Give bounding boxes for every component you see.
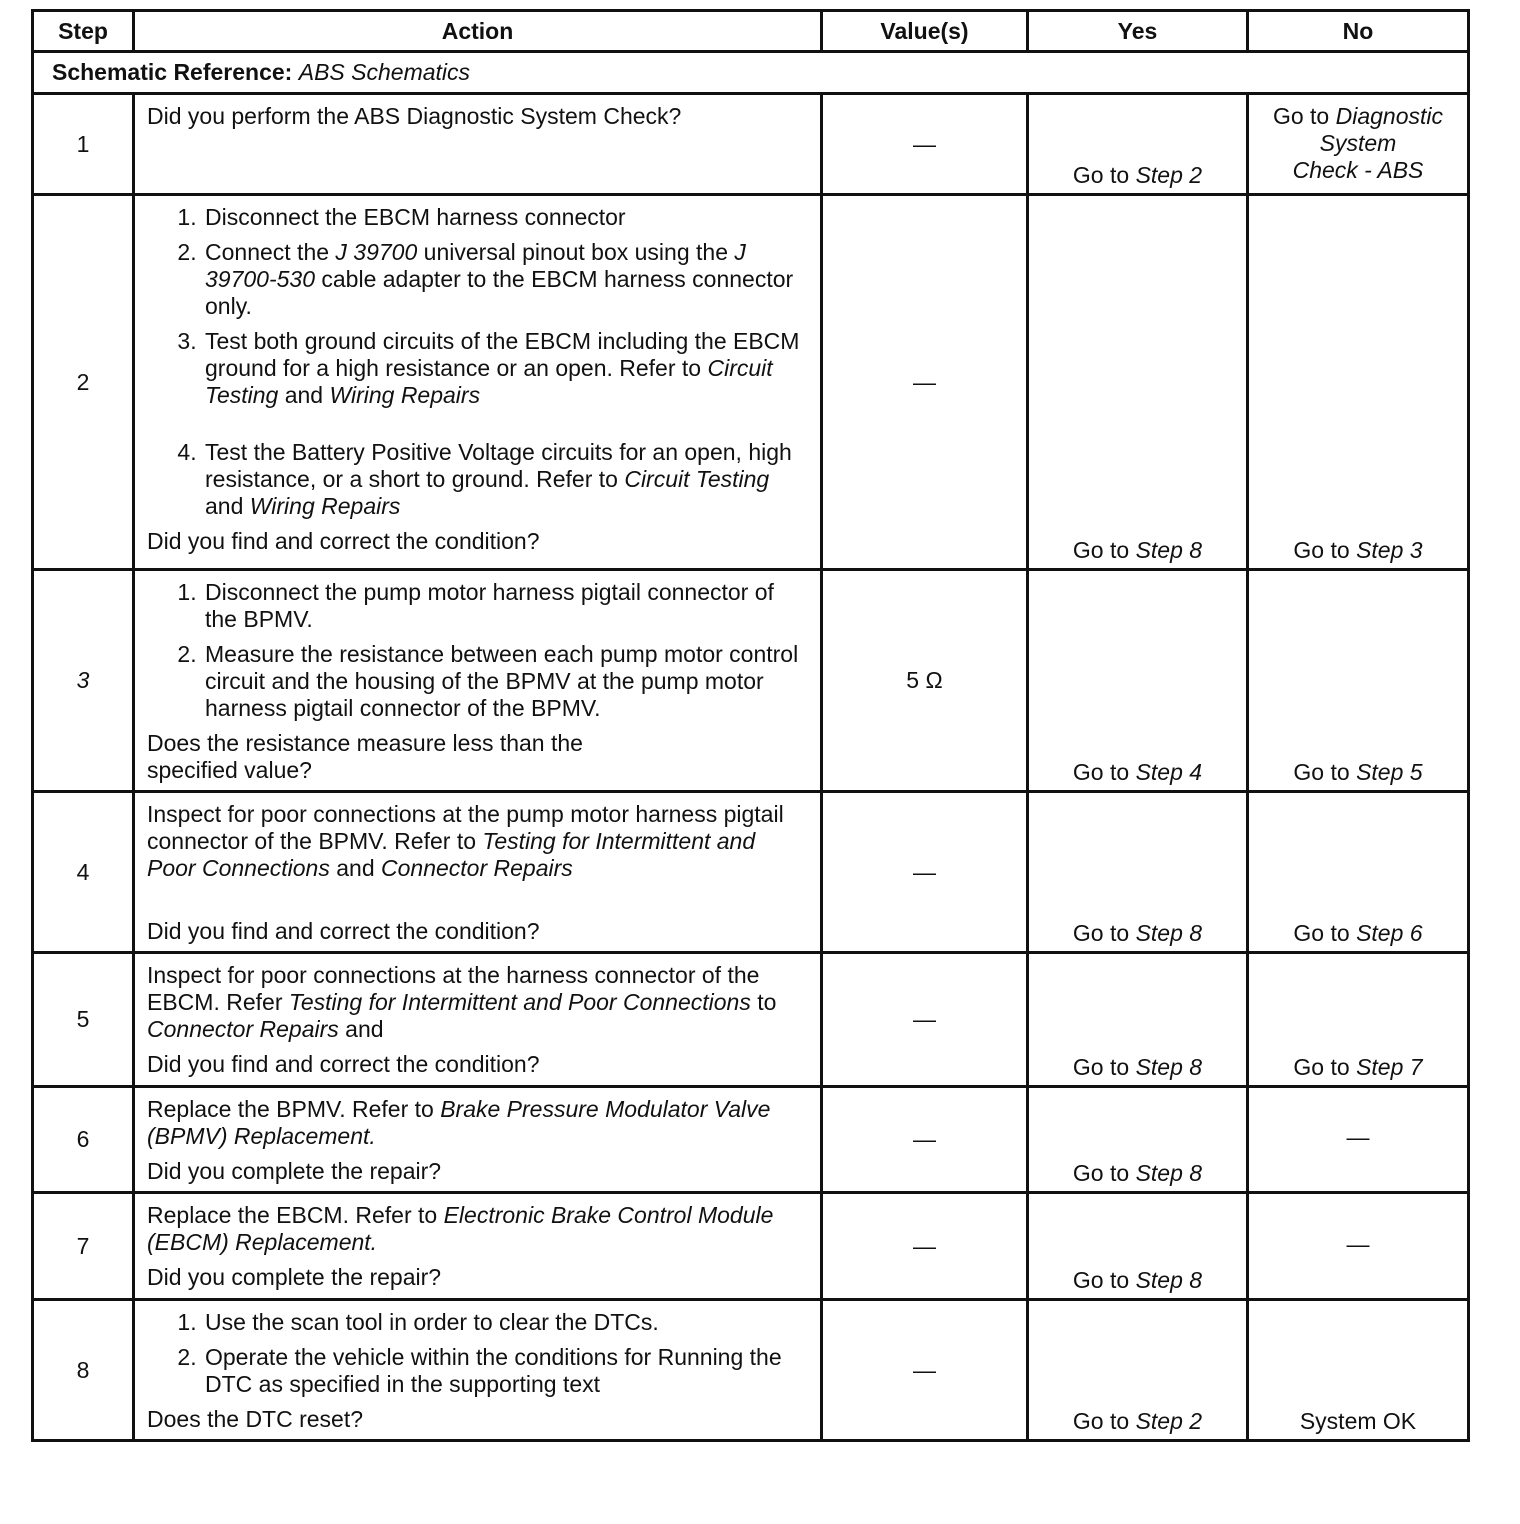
table-row	[33, 195, 1469, 570]
step-number: 8	[33, 1300, 134, 1441]
goto-text: Go to	[1293, 1054, 1350, 1080]
yes-cell	[1028, 195, 1248, 570]
table-row	[33, 1087, 1469, 1193]
table-row	[33, 792, 1469, 953]
yes-step-link[interactable]: Step 8	[1135, 920, 1203, 946]
value-cell: —	[822, 1193, 1028, 1300]
goto-text: Go to	[1272, 103, 1330, 129]
no-cell: —	[1248, 1087, 1469, 1193]
yes-step-link[interactable]: Step 2	[1135, 162, 1203, 188]
step-number: 5	[33, 953, 134, 1087]
table-row	[33, 1193, 1469, 1300]
step-number: 7	[33, 1193, 134, 1300]
no-cell: —	[1248, 1193, 1469, 1300]
procedure-link[interactable]: Testing for Intermittent and Poor Connections	[288, 989, 751, 1015]
goto-text: Go to	[1293, 759, 1350, 785]
no-step-link[interactable]: Step 7	[1356, 1054, 1423, 1080]
procedure-link[interactable]: Circuit Testing	[624, 466, 770, 492]
table-row	[33, 94, 1469, 195]
action-cell	[134, 1193, 822, 1300]
header-values: Value(s)	[822, 11, 1028, 52]
goto-text: Go to	[1072, 1160, 1130, 1186]
yes-step-link[interactable]: Step 2	[1135, 1408, 1203, 1434]
value-cell: —	[822, 953, 1028, 1087]
no-link-line[interactable]: System	[1319, 130, 1397, 156]
goto-text: Go to	[1072, 759, 1130, 785]
list-item: 3. Test both ground circuits of the EBCM including the EBCM ground for a high resistance or an open. Refer to Circuit Testing and Wiring Repairs	[203, 328, 810, 431]
action-text: Inspect for poor connections at the harness connector of the EBCM. Refer Testing for Intermittent and Poor Connections to Connector Repairs and	[147, 962, 777, 1042]
goto-text: Go to	[1072, 920, 1130, 946]
action-cell	[134, 195, 822, 570]
action-text: Replace the BPMV. Refer to Brake Pressure Modulator Valve (BPMV) Replacement.	[147, 1096, 771, 1149]
yes-cell	[1028, 570, 1248, 792]
goto-text: Go to	[1293, 537, 1350, 563]
step-number: 6	[33, 1087, 134, 1193]
action-cell	[134, 94, 822, 195]
tool-ref: J 39700	[335, 239, 418, 265]
action-cell	[134, 792, 822, 953]
schematic-reference-link[interactable]: ABS Schematics	[298, 59, 471, 85]
table-row	[33, 953, 1469, 1087]
action-question: Did you perform the ABS Diagnostic System Check?	[147, 103, 682, 129]
procedure-link[interactable]: Brake Pressure Modulator Valve (BPMV) Replacement.	[147, 1096, 771, 1149]
tool-ref: J 39700-530	[205, 239, 746, 292]
no-cell	[1248, 195, 1469, 570]
table-row	[33, 570, 1469, 792]
list-item: 4. Test the Battery Positive Voltage circuits for an open, high resistance, or a short to ground. Refer to Circuit Testing and Wiring Repairs	[203, 439, 810, 520]
no-step-link[interactable]: Step 3	[1356, 537, 1423, 563]
goto-text: Go to	[1072, 1054, 1130, 1080]
action-question: Did you find and correct the condition?	[147, 528, 540, 554]
action-steps-list	[147, 204, 810, 520]
header-step: Step	[33, 11, 134, 52]
header-action: Action	[134, 11, 822, 52]
action-question: Does the DTC reset?	[147, 1406, 364, 1432]
no-link-line[interactable]: Diagnostic	[1335, 103, 1444, 129]
yes-cell	[1028, 1087, 1248, 1193]
action-question: Did you find and correct the condition?	[147, 1051, 540, 1077]
yes-step-link[interactable]: Step 8	[1135, 1160, 1203, 1186]
no-cell: System OK	[1248, 1300, 1469, 1441]
yes-step-link[interactable]: Step 8	[1135, 1267, 1203, 1293]
value-cell: —	[822, 195, 1028, 570]
diagnostic-table	[31, 9, 1470, 1442]
yes-cell	[1028, 792, 1248, 953]
goto-text: Go to	[1072, 1408, 1130, 1434]
action-steps-list	[147, 579, 810, 722]
table-row	[33, 1300, 1469, 1441]
procedure-link[interactable]: Testing for Intermittent and Poor Connections	[147, 828, 756, 881]
yes-cell	[1028, 1300, 1248, 1441]
schematic-reference-label: Schematic Reference:	[52, 59, 293, 85]
header-yes: Yes	[1028, 11, 1248, 52]
action-question: Did you complete the repair?	[147, 1264, 442, 1290]
action-steps-list	[147, 1309, 810, 1398]
yes-cell	[1028, 94, 1248, 195]
schematic-reference	[33, 52, 1469, 94]
value-cell: —	[822, 1300, 1028, 1441]
step-number: 2	[33, 195, 134, 570]
header-row	[33, 11, 1469, 52]
action-cell	[134, 1300, 822, 1441]
procedure-link[interactable]: Connector Repairs	[381, 855, 573, 881]
goto-text: Go to	[1072, 1267, 1130, 1293]
action-cell	[134, 570, 822, 792]
step-number: 4	[33, 792, 134, 953]
value-cell: 5 Ω	[822, 570, 1028, 792]
list-item: 1. Disconnect the EBCM harness connector	[203, 204, 810, 231]
action-question: Did you complete the repair?	[147, 1158, 442, 1184]
list-item: 2. Operate the vehicle within the conditions for Running the DTC as specified in the supporting text	[203, 1344, 810, 1398]
value-cell: —	[822, 94, 1028, 195]
no-cell	[1248, 953, 1469, 1087]
schematic-reference-row	[33, 52, 1469, 94]
no-step-link[interactable]: Step 6	[1356, 920, 1423, 946]
goto-text: Go to	[1293, 920, 1350, 946]
goto-text: Go to	[1072, 162, 1130, 188]
list-item: 1. Disconnect the pump motor harness pigtail connector of the BPMV.	[203, 579, 810, 633]
no-link-line[interactable]: Check - ABS	[1292, 157, 1424, 183]
action-cell	[134, 953, 822, 1087]
list-item: 1. Use the scan tool in order to clear the DTCs.	[203, 1309, 810, 1336]
step-number: 1	[33, 94, 134, 195]
no-cell	[1248, 94, 1469, 195]
yes-step-link[interactable]: Step 4	[1135, 759, 1203, 785]
value-cell: —	[822, 1087, 1028, 1193]
no-cell	[1248, 570, 1469, 792]
header-no: No	[1248, 11, 1469, 52]
procedure-link[interactable]: Wiring Repairs	[329, 382, 481, 408]
action-cell	[134, 1087, 822, 1193]
procedure-link[interactable]: Circuit Testing	[205, 355, 773, 408]
yes-step-link[interactable]: Step 8	[1135, 1054, 1203, 1080]
yes-cell	[1028, 1193, 1248, 1300]
no-step-link[interactable]: Step 5	[1356, 759, 1423, 785]
step-number: 3	[33, 570, 134, 792]
list-item: 2. Connect the J 39700 universal pinout box using the J 39700-530 cable adapter to the EBCM harness connector only.	[203, 239, 810, 320]
value-cell: —	[822, 792, 1028, 953]
no-cell	[1248, 792, 1469, 953]
goto-text: Go to	[1072, 537, 1130, 563]
action-text: Inspect for poor connections at the pump motor harness pigtail connector of the BPMV. Refer to Testing for Intermittent and Poor Connections and Connector Repairs	[147, 801, 784, 881]
procedure-link[interactable]: Wiring Repairs	[249, 493, 401, 519]
procedure-link[interactable]: Connector Repairs	[147, 1016, 339, 1042]
yes-cell	[1028, 953, 1248, 1087]
action-text: Replace the EBCM. Refer to Electronic Brake Control Module (EBCM) Replacement.	[147, 1202, 774, 1255]
action-question: Did you find and correct the condition?	[147, 918, 540, 944]
action-question: Does the resistance measure less than the specified value?	[147, 730, 583, 783]
list-item: 2. Measure the resistance between each pump motor control circuit and the housing of the BPMV at the pump motor harness pigtail connector of the BPMV.	[203, 641, 810, 722]
yes-step-link[interactable]: Step 8	[1135, 537, 1203, 563]
procedure-link[interactable]: Electronic Brake Control Module (EBCM) Replacement.	[147, 1202, 774, 1255]
